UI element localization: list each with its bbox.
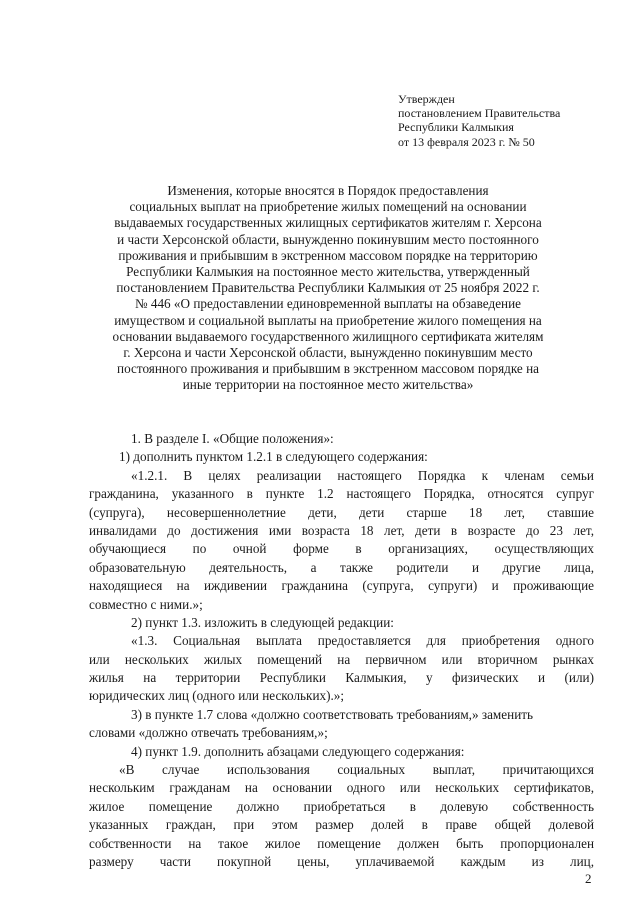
body-line: совместно с ними.»; bbox=[89, 596, 203, 612]
approval-line: от 13 февраля 2023 г. № 50 bbox=[398, 134, 535, 149]
body-line: гражданина, указанного в пункте 1.2 настоящего Порядка, относятся супруг bbox=[89, 486, 594, 502]
approval-stamp bbox=[398, 92, 628, 149]
body-line: «В случае использования социальных выплат, причитающихся bbox=[119, 762, 594, 778]
body-line: 1) дополнить пунктом 1.2.1 в следующего содержания: bbox=[119, 449, 428, 465]
approval-line: Утвержден bbox=[398, 92, 455, 106]
title-line: основании выдаваемого государственного жилищного сертификата жителям bbox=[112, 328, 544, 344]
body-line: образовательную деятельность, а также родители и другие лица, bbox=[89, 559, 594, 575]
title-line: постоянного проживания и прибывшим в экстренном массовом порядке на bbox=[117, 361, 539, 377]
body-line: «1.2.1. В целях реализации настоящего Порядка к членам семьи bbox=[131, 467, 594, 483]
title-line: постановлением Правительства Республики Калмыкия от 25 ноября 2022 г. bbox=[116, 280, 540, 296]
title-line: социальных выплат на приобретение жилых помещений на основании bbox=[129, 199, 527, 215]
document-title bbox=[88, 183, 568, 394]
body-line: собственности на такое жилое помещение должен быть пропорционален bbox=[89, 835, 594, 851]
body-line: 1. В разделе I. «Общие положения»: bbox=[131, 431, 334, 446]
body-line: 4) пункт 1.9. дополнить абзацами следующего содержания: bbox=[131, 743, 465, 759]
body-line: обучающиеся по очной форме в организациях, осуществляющих bbox=[89, 541, 594, 557]
body-line: указанных граждан, при этом размер долей в праве общей долевой bbox=[89, 817, 594, 833]
title-line: № 446 «О предоставлении единовременной выплаты на обзаведение bbox=[134, 296, 522, 312]
title-line: Изменения, которые вносятся в Порядок предоставления bbox=[167, 183, 489, 198]
body-line: 3) в пункте 1.7 слова «должно соответствовать требованиям,» заменить bbox=[131, 706, 534, 722]
body-line: находящиеся на иждивении гражданина (супруга, супруги) и проживающие bbox=[89, 578, 594, 594]
document-body bbox=[89, 430, 594, 871]
title-line: проживания и прибывшим в экстренном массовом порядке на территорию bbox=[118, 247, 538, 263]
title-line: г. Херсона и части Херсонской области, вынужденно покинувшим место bbox=[123, 345, 533, 361]
approval-line: Республики Калмыкия bbox=[398, 120, 514, 135]
title-line: выдаваемых государственных жилищных сертификатов жителям г. Херсона bbox=[114, 215, 542, 231]
title-line: иные территории на постоянное место жительства» bbox=[182, 377, 474, 393]
title-line: и части Херсонской области, вынужденно покинувшим место постоянного bbox=[117, 231, 539, 247]
body-line: инвалидами до достижения ими возраста 18 лет, дети в возрасте до 23 лет, bbox=[89, 522, 594, 538]
page-number: 2 bbox=[585, 871, 592, 886]
approval-line: постановлением Правительства bbox=[398, 106, 561, 121]
body-line: словами «должно отвечать требованиям,»; bbox=[89, 725, 328, 741]
body-line: 2) пункт 1.3. изложить в следующей редакции: bbox=[131, 614, 394, 630]
title-line: Республики Калмыкия на постоянное место жительства, утвержденный bbox=[126, 264, 530, 280]
body-line: или нескольких жилых помещений на первичном или вторичном рынках bbox=[89, 651, 594, 667]
body-line: жилое помещение должно приобретаться в долевую собственность bbox=[89, 798, 594, 814]
body-line: (супруга), несовершеннолетние дети, дети старше 18 лет, ставшие bbox=[89, 504, 594, 520]
body-line: размеру части покупной цены, уплачиваемой каждым из лиц, bbox=[89, 853, 594, 869]
body-line: юридических лиц (одного или нескольких).»; bbox=[89, 688, 345, 704]
body-line: жилья на территории Республики Калмыкия, у физических и (или) bbox=[89, 670, 594, 686]
body-line: «1.3. Социальная выплата предоставляется для приобретения одного bbox=[131, 633, 594, 649]
title-line: имуществом и социальной выплаты на приобретение жилого помещения на bbox=[114, 312, 542, 328]
body-line: нескольким гражданам на основании одного или нескольких сертификатов, bbox=[89, 780, 594, 796]
